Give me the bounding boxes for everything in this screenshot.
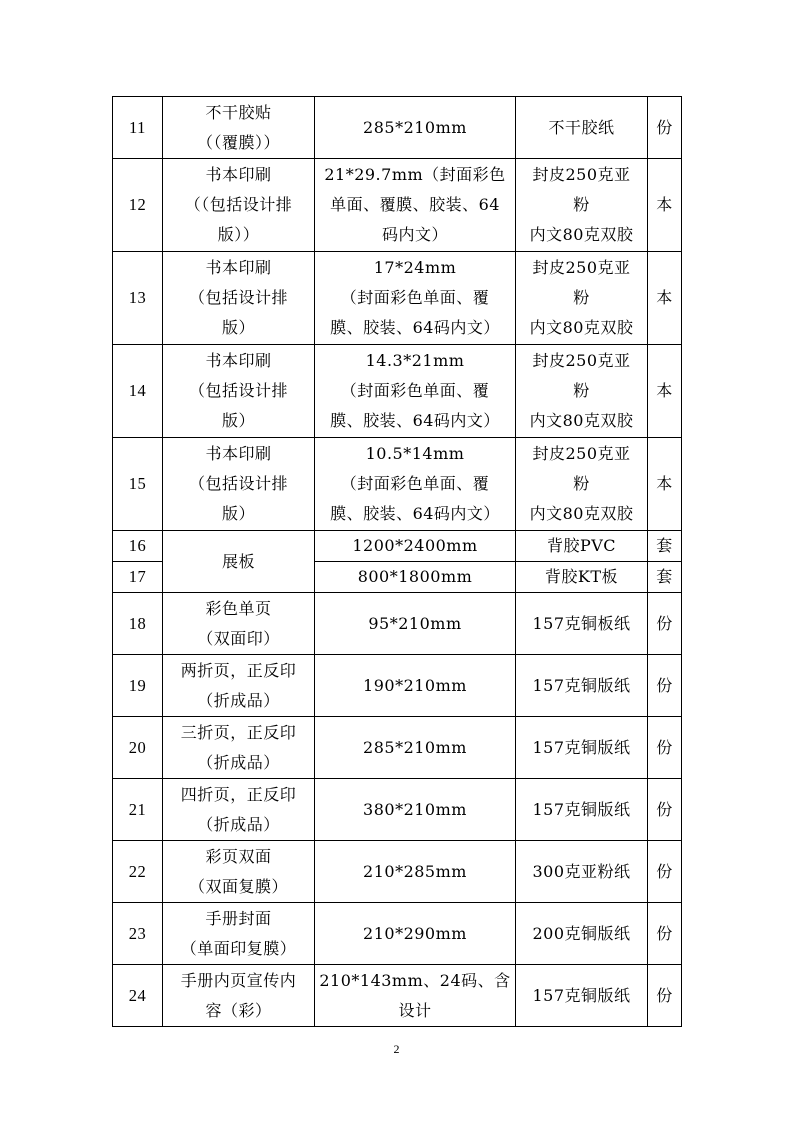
item-material: 157克铜版纸: [516, 655, 648, 717]
item-spec: 285*210mm: [315, 717, 516, 779]
item-name: 书本印刷 （（包括设计排 版））: [163, 159, 315, 252]
item-unit: 份: [648, 841, 682, 903]
item-number: 13: [113, 252, 163, 345]
table-row: [113, 531, 682, 562]
item-unit: 份: [648, 593, 682, 655]
item-spec: 95*210mm: [315, 593, 516, 655]
table-row: [113, 655, 682, 717]
item-spec: 380*210mm: [315, 779, 516, 841]
item-number: 23: [113, 903, 163, 965]
item-name: 手册封面 （单面印复膜）: [163, 903, 315, 965]
table-row: [113, 717, 682, 779]
item-number: 17: [113, 562, 163, 593]
item-name: 书本印刷 （包括设计排 版）: [163, 345, 315, 438]
item-number: 11: [113, 97, 163, 159]
table-row: [113, 965, 682, 1027]
item-name: 彩页双面 （双面复膜）: [163, 841, 315, 903]
item-spec: 210*143mm、24码、含 设计: [315, 965, 516, 1027]
item-unit: 套: [648, 562, 682, 593]
item-number: 12: [113, 159, 163, 252]
item-number: 22: [113, 841, 163, 903]
item-material: 封皮250克亚 粉 内文80克双胶: [516, 159, 648, 252]
item-number: 14: [113, 345, 163, 438]
item-name: 两折页，正反印 （折成品）: [163, 655, 315, 717]
item-unit: 份: [648, 97, 682, 159]
item-material: 300克亚粉纸: [516, 841, 648, 903]
table-row: [113, 97, 682, 159]
item-number: 16: [113, 531, 163, 562]
table-row: [113, 252, 682, 345]
item-name: 彩色单页 （双面印）: [163, 593, 315, 655]
table-row: [113, 903, 682, 965]
item-unit: 份: [648, 965, 682, 1027]
item-spec: 17*24mm （封面彩色单面、覆 膜、胶装、64码内文）: [315, 252, 516, 345]
item-spec: 210*290mm: [315, 903, 516, 965]
item-name: 展板: [163, 531, 315, 593]
item-material: 157克铜版纸: [516, 965, 648, 1027]
print-items-table: [112, 96, 682, 1027]
page-number: 2: [393, 1042, 400, 1056]
item-unit: 份: [648, 655, 682, 717]
item-material: 157克铜版纸: [516, 717, 648, 779]
item-spec: 1200*2400mm: [315, 531, 516, 562]
item-spec: 10.5*14mm （封面彩色单面、覆 膜、胶装、64码内文）: [315, 438, 516, 531]
table-row: [113, 159, 682, 252]
item-material: 封皮250克亚 粉 内文80克双胶: [516, 438, 648, 531]
item-spec: 800*1800mm: [315, 562, 516, 593]
item-name: 不干胶贴 （（覆膜））: [163, 97, 315, 159]
item-number: 19: [113, 655, 163, 717]
table-row: [113, 593, 682, 655]
item-material: 不干胶纸: [516, 97, 648, 159]
item-unit: 份: [648, 903, 682, 965]
table-row: [113, 438, 682, 531]
item-spec: 285*210mm: [315, 97, 516, 159]
item-unit: 本: [648, 252, 682, 345]
item-number: 18: [113, 593, 163, 655]
item-spec: 190*210mm: [315, 655, 516, 717]
item-number: 24: [113, 965, 163, 1027]
item-number: 15: [113, 438, 163, 531]
item-number: 20: [113, 717, 163, 779]
item-name: 书本印刷 （包括设计排 版）: [163, 438, 315, 531]
item-material: 157克铜版纸: [516, 779, 648, 841]
item-material: 背胶PVC: [516, 531, 648, 562]
item-name: 手册内页宣传内 容（彩）: [163, 965, 315, 1027]
item-material: 封皮250克亚 粉 内文80克双胶: [516, 252, 648, 345]
item-spec: 210*285mm: [315, 841, 516, 903]
table-row: [113, 779, 682, 841]
item-unit: 本: [648, 159, 682, 252]
item-unit: 本: [648, 438, 682, 531]
item-material: 封皮250克亚 粉 内文80克双胶: [516, 345, 648, 438]
table-row: [113, 841, 682, 903]
item-material: 背胶KT板: [516, 562, 648, 593]
item-name: 四折页，正反印 （折成品）: [163, 779, 315, 841]
item-name: 三折页，正反印 （折成品）: [163, 717, 315, 779]
item-name: 书本印刷 （包括设计排 版）: [163, 252, 315, 345]
item-unit: 份: [648, 779, 682, 841]
item-material: 157克铜板纸: [516, 593, 648, 655]
item-unit: 套: [648, 531, 682, 562]
item-number: 21: [113, 779, 163, 841]
item-unit: 份: [648, 717, 682, 779]
item-material: 200克铜版纸: [516, 903, 648, 965]
table-row: [113, 345, 682, 438]
item-spec: 21*29.7mm（封面彩色 单面、覆膜、胶装、64 码内文）: [315, 159, 516, 252]
item-unit: 本: [648, 345, 682, 438]
item-spec: 14.3*21mm （封面彩色单面、覆 膜、胶装、64码内文）: [315, 345, 516, 438]
